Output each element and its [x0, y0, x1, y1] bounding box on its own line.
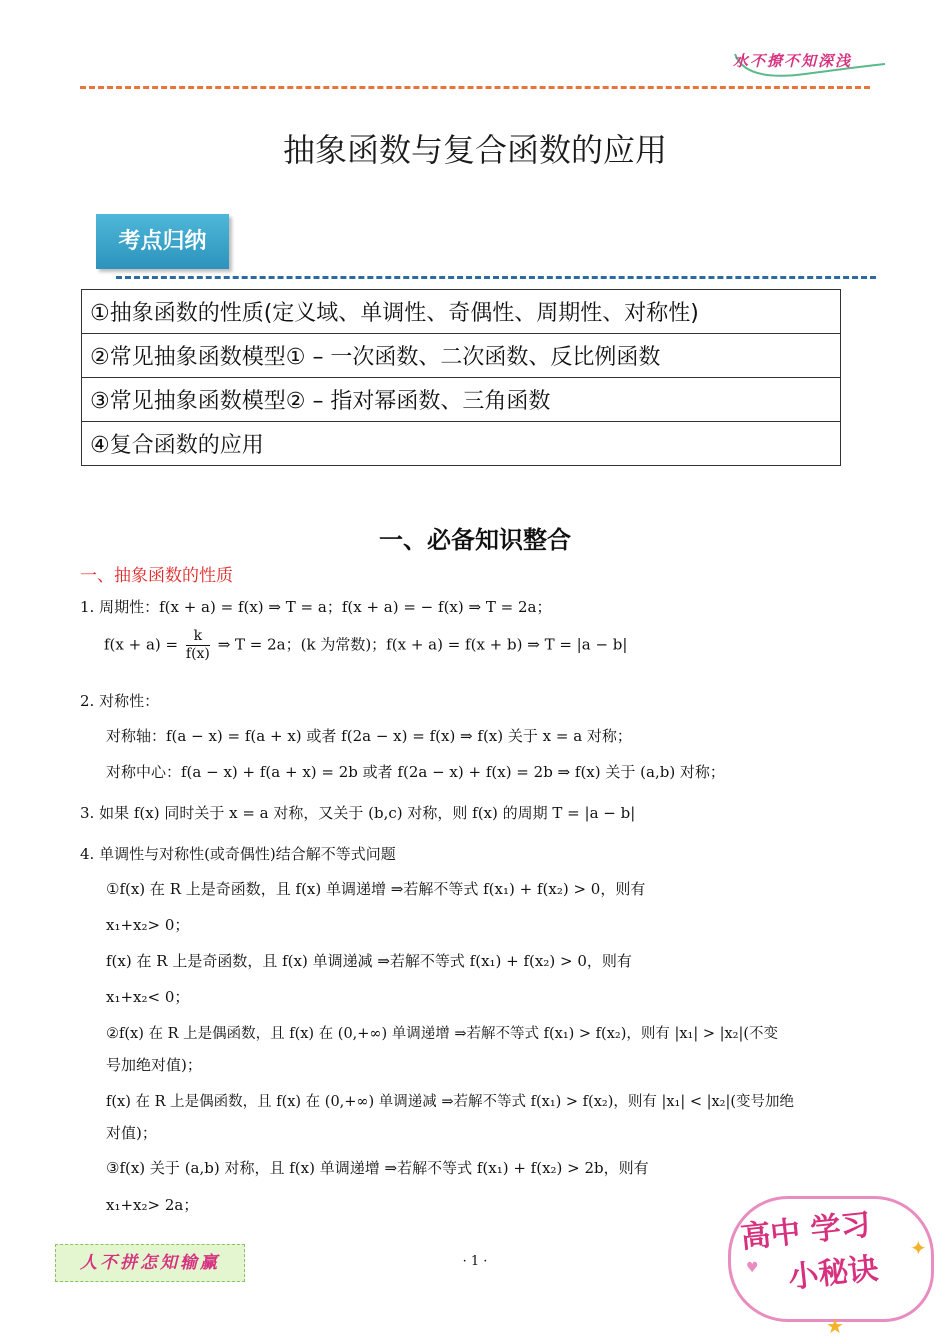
text-line: f(x) 在 R 上是偶函数，且 f(x) 在 (0,+∞) 单调递减 ⇒若解不等式 f(x₁) > f(x₂)，则有 |x₁| < |x₂|(变号加绝 [106, 1094, 795, 1110]
header-motto-text: 水不撩不知深浅 [733, 52, 853, 70]
text-line: 1. 周期性：f(x + a) = f(x) ⇒ T = a；f(x + a) = − f(x) ⇒ T = 2a； [80, 598, 552, 616]
badge-divider [116, 276, 876, 279]
fraction-denominator: f(x) [185, 646, 210, 662]
text-line: ②f(x) 在 R 上是偶函数，且 f(x) 在 (0,+∞) 单调递增 ⇒若解不等式 f(x₁) > f(x₂)，则有 |x₁| > |x₂|(不变 [106, 1026, 779, 1042]
section-title: 一、必备知识整合 [379, 526, 571, 554]
formula-part: ⇒ T = 2a；(k 为常数)；f(x + a) = f(x + b) ⇒ T = |a − b| [217, 635, 628, 654]
header-divider [80, 86, 870, 89]
text-line: f(x) 在 R 上是奇函数，且 f(x) 单调递减 ⇒若解不等式 f(x₁) + f(x₂) > 0，则有 [106, 952, 632, 970]
formula-line [104, 628, 627, 663]
footer-motto: 人不拼怎知输赢 [55, 1244, 245, 1282]
text-line: ③f(x) 关于 (a,b) 对称，且 f(x) 单调递增 ⇒若解不等式 f(x₁) + f(x₂) > 2b，则有 [106, 1159, 649, 1177]
star-icon: ★ [826, 1314, 844, 1338]
topics-table [81, 289, 841, 466]
text-line: 对称中心：f(a − x) + f(a + x) = 2b 或者 f(2a − x) + f(x) = 2b ⇒ f(x) 关于 (a,b) 对称； [106, 763, 725, 781]
sparkle-icon: ✦ [910, 1236, 927, 1260]
text-line: ①f(x) 在 R 上是奇函数，且 f(x) 单调递增 ⇒若解不等式 f(x₁) + f(x₂) > 0，则有 [106, 880, 646, 898]
study-tips-sticker [726, 1196, 936, 1336]
header-motto [725, 44, 890, 84]
fraction [186, 628, 210, 663]
text-line: x₁+x₂> 2a； [106, 1196, 199, 1214]
topic-row: ③常见抽象函数模型② – 指对幂函数、三角函数 [82, 378, 841, 422]
topic-row: ②常见抽象函数模型① – 一次函数、二次函数、反比例函数 [82, 334, 841, 378]
text-line: 2. 对称性： [80, 692, 160, 710]
sticker-line-1: 高中 学习 [738, 1207, 873, 1256]
text-line: 3. 如果 f(x) 同时关于 x = a 对称，又关于 (b,c) 对称，则 f(x) 的周期 T = |a − b| [80, 804, 636, 822]
fraction-numerator: k [186, 628, 210, 646]
text-line: x₁+x₂< 0； [106, 988, 190, 1006]
sticker-line-2: 小秘诀 [786, 1251, 880, 1296]
subsection-title: 一、抽象函数的性质 [80, 566, 233, 586]
text-line: 4. 单调性与对称性(或奇偶性)结合解不等式问题 [80, 845, 396, 863]
page-number: · 1 · [462, 1254, 488, 1269]
text-line: 对称轴：f(a − x) = f(a + x) 或者 f(2a − x) = f(x) ⇒ f(x) 关于 x = a 对称； [106, 727, 632, 745]
page-title: 抽象函数与复合函数的应用 [282, 131, 667, 169]
text-line: x₁+x₂> 0； [106, 916, 190, 934]
topic-row: ④复合函数的应用 [82, 422, 841, 466]
formula-part: f(x + a) = [104, 635, 179, 654]
text-line: 号加绝对值)； [106, 1056, 202, 1074]
section-badge: 考点归纳 [96, 214, 229, 269]
text-line: 对值)； [106, 1124, 157, 1142]
heart-icon: ♥ [746, 1260, 759, 1276]
topic-row: ①抽象函数的性质(定义域、单调性、奇偶性、周期性、对称性) [82, 290, 841, 334]
